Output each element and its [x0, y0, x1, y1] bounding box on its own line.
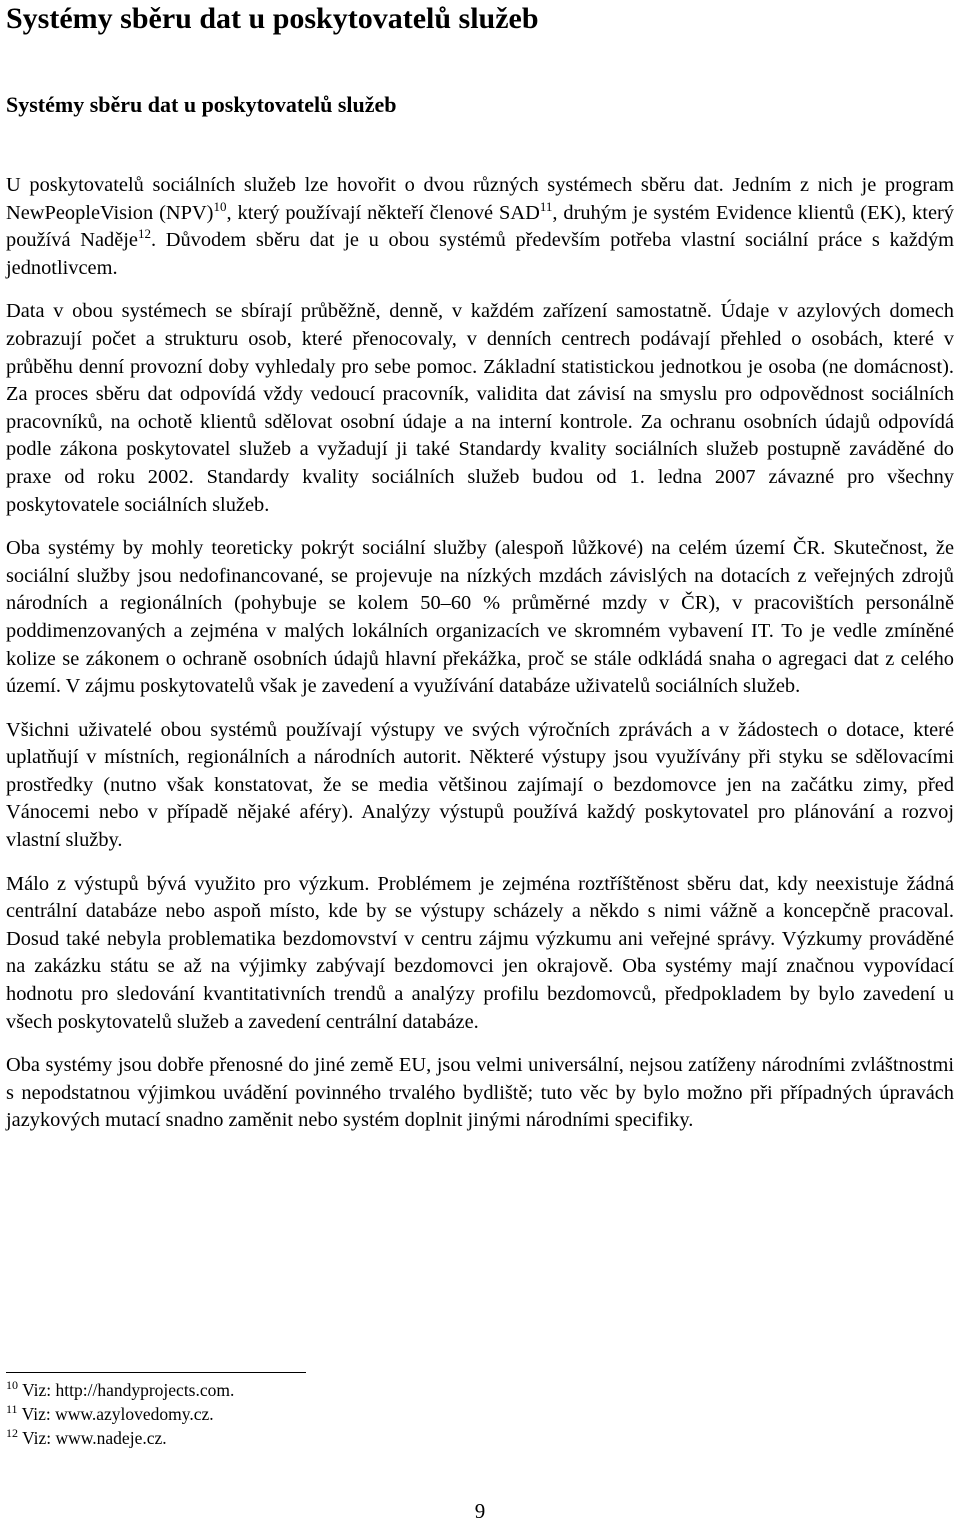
page-header-title: Systémy sběru dat u poskytovatelů služeb — [6, 2, 539, 35]
footnote-ref-10: 10 — [213, 198, 227, 214]
paragraph-1-text-c: , druhým je systém Evidence klientů (EK), který používá Naděje — [6, 201, 954, 252]
footnotes — [6, 1378, 234, 1450]
footnote-number: 10 — [6, 1378, 18, 1393]
page-number: 9 — [474, 1499, 486, 1523]
paragraph-4: Všichni uživatelé obou systémů používají výstupy ve svých výročních zprávách a v žádostech o dotace, které uplatňují v místních, regionálních a národních autorit. Některé výstupy jsou využívány při styku se sdělovacími prostředky (nutno však konstatovat, že se media většinou zajímají o bezdomovce jen na začátku zimy, před Vánocemi nebo v případě nějaké aféry). Analýzy výstupů používá každý poskytovatel pro plánování a rozvoj vlastní služby. — [6, 718, 954, 852]
paragraph-1-text-a: U poskytovatelů sociálních služeb lze hovořit o dvou různých systémech sběru dat. Jedním z nich je program NewPeopleVision (NPV) — [6, 174, 954, 224]
document-body — [6, 172, 954, 1151]
footnote-11 — [6, 1402, 234, 1426]
paragraph-1-text-b: , který používají někteří členové SAD — [226, 201, 540, 224]
footnote-divider — [6, 1372, 306, 1373]
paragraph-1-text-d: . Důvodem sběru dat je u obou systémů především potřeba vlastní sociální práce s každým jednotlivcem. — [6, 229, 954, 279]
footnote-text: Viz: www.azylovedomy.cz. — [21, 1404, 214, 1424]
footnote-text: Viz: www.nadeje.cz. — [22, 1428, 167, 1448]
footnote-number: 12 — [6, 1426, 18, 1441]
footnote-ref-11: 11 — [539, 198, 553, 214]
footnote-number: 11 — [6, 1402, 18, 1417]
footnote-ref-12: 12 — [137, 226, 151, 242]
footnote-10 — [6, 1378, 234, 1402]
paragraph-2: Data v obou systémech se sbírají průběžně, denně, v každém zařízení samostatně. Údaje v azylových domech zobrazují počet a strukturu osob, které přenocovaly, v denních centrech podávají přehled o osobách, které v průběhu denní provozní doby vyhledaly pro sebe pomoc. Základní statistickou jednotkou je osoba (ne domácnost). Za proces sběru dat odpovídá vždy vedoucí pracovník, validita dat závisí na smyslu pro odpovědnost sociálních pracovníků, na ochotě klientů sdělovat osobní údaje a na interní kontrole. Za ochranu osobních údajů odpovídá podle zákona poskytovatel služeb a vyžadují ji také Standardy kvality sociálních služeb postupně zaváděné do praxe od roku 2002. Standardy kvality sociálních služeb budou od 1. ledna 2007 závazné pro všechny poskytovatele sociálních služeb. — [6, 300, 954, 516]
paragraph-1 — [6, 172, 954, 282]
section-title: Systémy sběru dat u poskytovatelů služeb — [6, 92, 397, 117]
paragraph-5: Málo z výstupů bývá využito pro výzkum. Problémem je zejména roztříštěnost sběru dat, kdy neexistuje žádná centrální databáze nebo aspoň místo, kde by se výstupy scházely a někdo s nimi vážně a koncepčně pracoval. Dosud také nebyla problematika bezdomovství v centru zájmu výzkumu ani veřejné správy. Výzkumy prováděné na zakázku státu se až na výjimky zabývají bezdomovci jen okrajově. Oba systémy mají značnou vypovídací hodnotu pro sledování kvantitativních trendů a analýzy profilu bezdomovců, předpokladem by bylo zavedení u všech poskytovatelů služeb a zavedení centrální databáze. — [6, 872, 954, 1033]
paragraph-6: Oba systémy jsou dobře přenosné do jiné země EU, jsou velmi universální, nejsou zatíženy národními zvláštnostmi s nepodstatnou výjimkou uvádění povinného trvalého bydliště; tuto věc by bylo možno při případných úpravách jazykových mutací snadno zaměnit nebo systém doplnit jinými národními specifiky. — [6, 1054, 954, 1132]
paragraph-3: Oba systémy by mohly teoreticky pokrýt sociální služby (alespoň lůžkové) na celém území ČR. Skutečnost, že sociální služby jsou nedofinancované, se projevuje na nízkých mzdách závislých na dotacích z veřejných zdrojů národních a regionálních (pohybuje se kolem 50–60 % průměrné mzdy v ČR), v pracovištích personálně poddimenzovaných a zejména v malých lokálních organizacích ve skromném vybavení IT. To je vedle zmíněné kolize se zákonem o ochraně osobních údajů hlavní překážka, proč se stále odkládá snaha o agregaci dat z celého území. V zájmu poskytovatelů však je zavedení a využívání databáze uživatelů sociálních služeb. — [6, 537, 954, 698]
footnote-text: Viz: http://handyprojects.com. — [22, 1380, 235, 1400]
footnote-12 — [6, 1426, 234, 1450]
